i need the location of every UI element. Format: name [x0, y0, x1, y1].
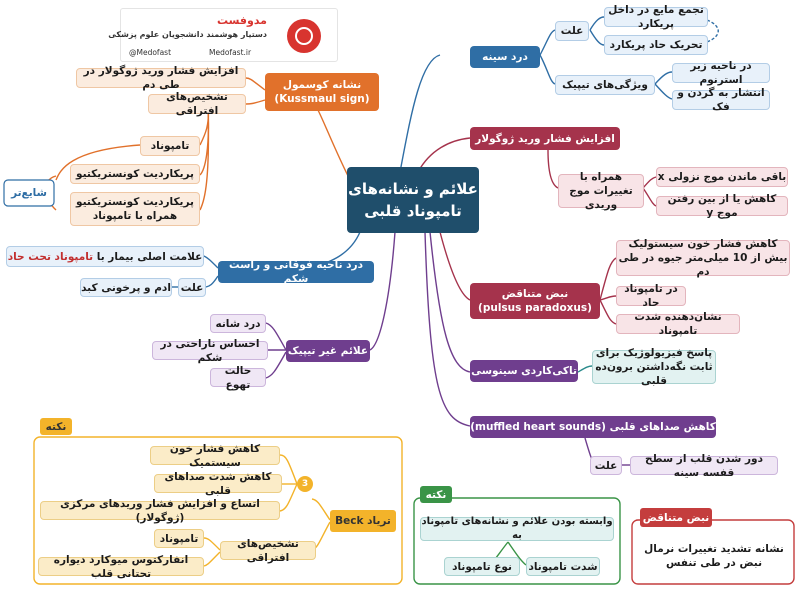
jvp-node: افزایش فشار ورید ژوگولار — [470, 127, 620, 150]
pulsus-paradoxus-node — [470, 283, 600, 319]
triad-count-badge: 3 — [297, 476, 313, 492]
atypical-item-3: حالت تهوع — [210, 368, 266, 387]
logo-brand: مدوفست — [216, 14, 267, 27]
beck-item-1: کاهش فشار خون سیستمیک — [150, 446, 280, 465]
atypical-item-1: درد شانه — [210, 314, 266, 333]
kussmaul-ddx-1: تامپوناد — [140, 136, 200, 156]
central-topic-line1: علائم و نشانه‌های — [348, 180, 478, 198]
ruq-cause-label: علت — [178, 278, 206, 297]
sinus-tachycardia-desc: پاسخ فیزیولوژیک برای ثابت نگه‌داشتن برون‌ده قلبی — [592, 350, 716, 384]
atypical-symptoms-node: علائم غیر تیپیک — [286, 340, 370, 362]
beck-item-3: اتساع و افزایش فشار وریدهای مرکزی (ژوگولار) — [40, 501, 280, 520]
beck-triad-node: تریاد Beck — [330, 510, 396, 532]
green-note-item-2: نوع تامپوناد — [444, 557, 520, 576]
beck-note-header: نکته — [40, 418, 72, 435]
chest-pain-typical-1: در ناحیه زیر استرنوم — [672, 63, 770, 83]
subacute-tamponade-highlight: تامپوناد تحت حاد — [7, 250, 94, 263]
more-common-label: شایع‌تر — [11, 187, 47, 199]
green-note-header: نکته — [420, 486, 452, 503]
kussmaul-title-fa: نشانه کوسمول — [282, 79, 362, 91]
pulsus-title-en: (pulsus paradoxus) — [478, 302, 592, 314]
ruq-pain-chief-complaint — [6, 246, 204, 267]
logo-emblem-ring — [295, 27, 313, 45]
muffled-cause: دور شدن قلب از سطح قفسه سینه — [630, 456, 778, 475]
green-note-title: وابسته بودن علائم و نشانه‌های تامپوناد به — [421, 516, 613, 541]
logo-site: Medofast.ir — [209, 48, 252, 57]
logo-instagram: @Medofast — [129, 48, 172, 57]
kussmaul-ddx-label: تشخیص‌های افتراقی — [148, 94, 246, 114]
jvp-venous-waves: همراه با تغییرات موج وریدی — [558, 174, 644, 208]
kussmaul-title-en: (Kussmaul sign) — [274, 93, 370, 105]
kussmaul-sign-node — [265, 73, 379, 111]
central-topic — [347, 167, 479, 233]
pulsus-item-1: کاهش فشار خون سیستولیک بیش از 10 میلی‌متر جیوه در طی دم — [616, 240, 790, 276]
pulsus-title-fa: نبض متناقض — [501, 288, 569, 300]
jvp-wave-y: کاهش یا از بین رفتن موج y — [656, 196, 788, 216]
pulsus-item-3: نشان‌دهنده شدت تامپوناد — [616, 314, 740, 334]
jvp-wave-x: باقی ماندن موج نزولی x — [656, 167, 788, 187]
muffled-cause-label: علت — [590, 456, 622, 475]
chest-pain-typical-label: ویژگی‌های تیپیک — [555, 75, 655, 95]
ruq-cause: ادم و پرخونی کبد — [80, 278, 172, 297]
kussmaul-ddx-2: پریکاردیت کونستریکتیو — [70, 164, 200, 184]
green-note-item-1: شدت تامپوناد — [526, 557, 600, 576]
atypical-item-2: احساس ناراحتی در شکم — [152, 341, 268, 360]
pulsus-item-2: در تامپوناد حاد — [616, 286, 686, 306]
beck-ddx-1: تامپوناد — [154, 529, 204, 548]
chest-pain-cause-label: علت — [555, 21, 589, 41]
sinus-tachycardia-node: تاکی‌کاردی سینوسی — [470, 360, 578, 382]
pulsus-note-text: نشانه تشدید تغییرات نرمال نبض در طی تنفس — [644, 543, 784, 569]
pulsus-note-header: نبض متناقض — [640, 508, 712, 527]
chest-pain-typical-2: انتشار به گردن و فک — [672, 90, 770, 110]
kussmaul-desc: افزایش فشار ورید ژوگولار در طی دم — [76, 68, 246, 88]
muffled-heart-sounds-node: کاهش صداهای قلبی (muffled heart sounds) — [470, 416, 716, 438]
beck-ddx-label: تشخیص‌های افتراقی — [220, 541, 316, 560]
ruq-pain-node: درد ناحیه فوقانی و راست شکم — [218, 261, 374, 283]
chest-pain-cause-1: تجمع مایع در داخل پریکارد — [604, 7, 708, 27]
brand-logo — [108, 8, 338, 62]
chest-pain-cause-2: تحریک حاد پریکارد — [604, 35, 708, 55]
central-topic-line2: تامپوناد قلبی — [364, 202, 462, 220]
beck-item-2: کاهش شدت صداهای قلبی — [154, 474, 282, 493]
kussmaul-ddx-3: پریکاردیت کونستریکتیو همراه با تامپوناد — [70, 192, 200, 226]
chief-complaint-text: علامت اصلی بیمار با — [96, 250, 203, 263]
chest-pain-node: درد سینه — [470, 46, 540, 68]
beck-ddx-2: انفارکتوس میوکارد دیواره تحتانی قلب — [38, 557, 204, 576]
logo-tagline: دستیار هوشمند دانشجویان علوم پزشکی — [108, 30, 267, 39]
